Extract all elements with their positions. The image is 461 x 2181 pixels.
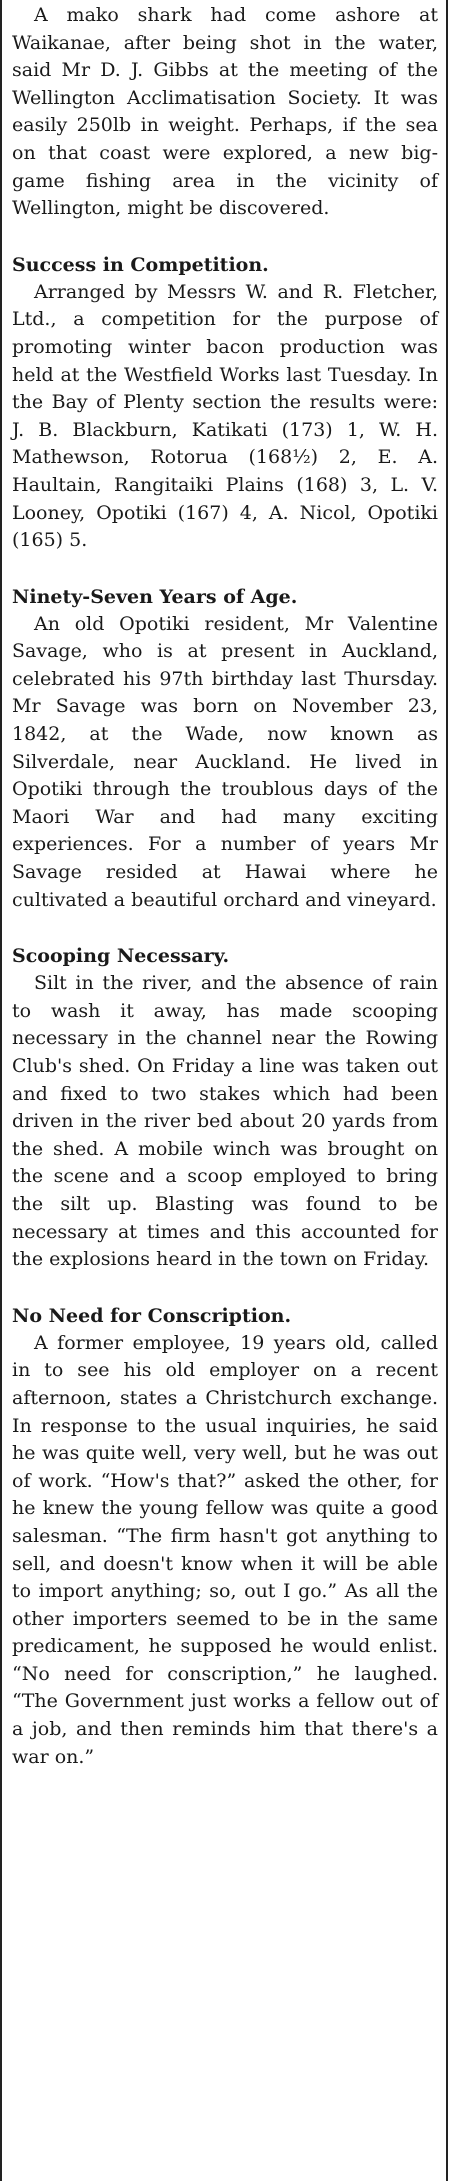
section-spacer (12, 914, 438, 942)
article-heading: No Need for Conscription. (12, 1304, 292, 1327)
article-ninety-seven-years (12, 583, 438, 915)
section-spacer (12, 223, 438, 251)
article-heading: Ninety-Seven Years of Age. (12, 585, 298, 608)
article-body: Arranged by Messrs W. and R. Fletcher, Ltd., a competition for the purpose of promoting winter bacon production was held at the Westfield Works last Tuesday. In the Bay of Plenty section the results were: J. B. Blackburn, Katikati (173) 1, W. H. Mathewson, Rotorua (168½) 2, E. A. Haultain, Rangitaiki Plains (168) 3, L. V. Looney, Opotiki (167) 4, A. Nicol, Opotiki (165) 5. (12, 280, 438, 552)
article-body: Silt in the river, and the absence of rain to wash it away, has made scooping necessary in the channel near the Rowing Club's shed. On Friday a line was taken out and fixed to two stakes which had been driven in the river bed about 20 yards from the shed. A mobile winch was brought on the scene and a scoop employed to bring the silt up. Blasting was found to be necessary at times and this accounted for the explosions heard in the town on Friday. (12, 972, 438, 1271)
article-heading: Success in Competition. (12, 253, 269, 276)
article-scooping-necessary (12, 942, 438, 1274)
article-no-need-for-conscription (12, 1302, 438, 1772)
article-success-in-competition (12, 251, 438, 555)
section-spacer (12, 555, 438, 583)
section-spacer (12, 1274, 438, 1302)
article-body: A mako shark had come ashore at Waikanae, after being shot in the water, said Mr D. J. Gibbs at the meeting of the Wellington Acclimatisation Society. It was easily 250lb in weight. Perhaps, if the sea on that coast were explored, a new big-game fishing area in the vicinity of Wellington, might be discovered. (12, 4, 438, 220)
article-body: A former employee, 19 years old, called in to see his old employer on a recent afternoon, states a Christchurch exchange. In response to the usual inquiries, he said he was quite well, very well, but he was out of work. “How's that?” asked the other, for he knew the young fellow was quite a good salesman. “The firm hasn't got anything to sell, and doesn't know when it will be able to import anything; so, out I go.” As all the other importers seemed to be in the same predicament, he supposed he would enlist. “No need for conscription,” he laughed. “The Government just works a fellow out of a job, and then reminds him that there's a war on.” (12, 1331, 438, 1768)
article-body: An old Opotiki resident, Mr Valentine Savage, who is at present in Auckland, celebrated his 97th birthday last Thursday. Mr Savage was born on November 23, 1842, at the Wade, now known as Silverdale, near Auckland. He lived in Opotiki through the troublous days of the Maori War and had many exciting experiences. For a number of years Mr Savage resided at Hawai where he cultivated a beautiful orchard and vineyard. (12, 612, 438, 911)
article-heading: Scooping Necessary. (12, 945, 230, 968)
article-mako-shark (12, 2, 438, 223)
